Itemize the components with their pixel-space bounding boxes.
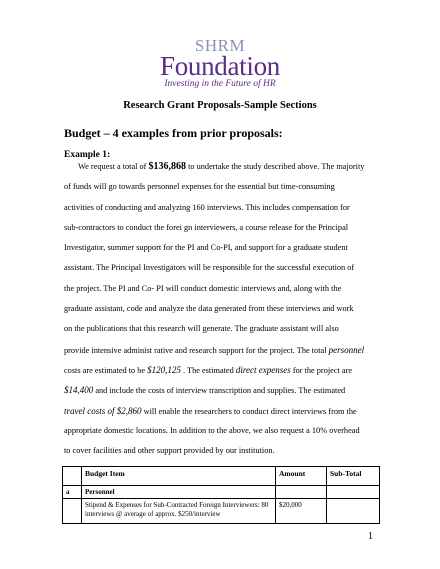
header-cell (63, 467, 82, 486)
row-amount: $20,000 (276, 499, 327, 524)
total-amount: $136,868 (148, 161, 187, 172)
row-amount (276, 486, 327, 499)
paragraph-line: provide intensive administ rative and research support for the project. The total personnel (64, 344, 365, 355)
paragraph-line: to cover facilities and other support provided by our institution. (64, 446, 275, 456)
row-item: Personnel (82, 486, 276, 499)
paragraph-line: graduate assistant, code and analyze the data generated from these interviews and work (64, 304, 354, 314)
logo-shrm-text: SHRM (194, 36, 246, 55)
paragraph-line: sub-contractors to conduct the forei gn interviewers, a course release for the Principal (64, 222, 349, 232)
paragraph-line: assistant. The Principal Investigators will be responsible for the successful execution of (64, 263, 355, 273)
table-row (63, 499, 380, 524)
example-label: Example 1: (64, 150, 111, 160)
paragraph-line: the project. The PI and Co- PI will conduct domestic interviews and, along with the (64, 283, 342, 293)
example-paragraph (64, 160, 384, 464)
paragraph-line: Investigator, summer support for the PI and Co-PI, and support for a graduate student (64, 243, 348, 253)
logo-tagline: Investing in the Future of HR (164, 79, 276, 89)
document-title: Research Grant Proposals-Sample Sections (123, 100, 317, 111)
row-letter (63, 499, 82, 524)
header-amount: Amount (276, 467, 327, 486)
row-subtotal (327, 486, 380, 499)
table-header-row (63, 467, 380, 486)
paragraph-line: $14,400 and include the costs of interview transcription and supplies. The estimated (64, 385, 346, 396)
page-number: 1 (368, 531, 373, 542)
paragraph-line: costs are estimated to be $120,125 . The estimated direct expenses for the project are (64, 364, 353, 375)
paragraph-line: appropriate domestic locations. In addition to the above, we also request a 10% overhead (64, 425, 360, 435)
row-subtotal (327, 499, 380, 524)
paragraph-line: activities of conducting and analyzing 160 interviews. This includes compensation for (64, 202, 350, 212)
row-item: Stipend & Expenses for Sub-Contracted Foreign Interviewers: 80 interviews @ average of approx. $250/interview (82, 499, 276, 524)
paragraph-line: We request a total of $136,868 to undertake the study described above. The majority (78, 161, 365, 172)
section-heading: Budget – 4 examples from prior proposals: (64, 126, 283, 140)
row-letter: a (63, 486, 82, 499)
header-budget-item: Budget Item (82, 467, 276, 486)
budget-table (62, 466, 380, 524)
header-subtotal: Sub-Total (327, 467, 380, 486)
paragraph-line: on the publications that this research will generate. The graduate assistant will also (64, 324, 339, 334)
shrm-foundation-logo (0, 38, 440, 90)
paragraph-line: of funds will go towards personnel expenses for the essential but time-consuming (64, 182, 335, 192)
logo-foundation-text: Foundation (159, 51, 280, 81)
table-row (63, 486, 380, 499)
paragraph-line: travel costs of $2,860 will enable the researchers to conduct direct interviews from the (64, 405, 357, 416)
